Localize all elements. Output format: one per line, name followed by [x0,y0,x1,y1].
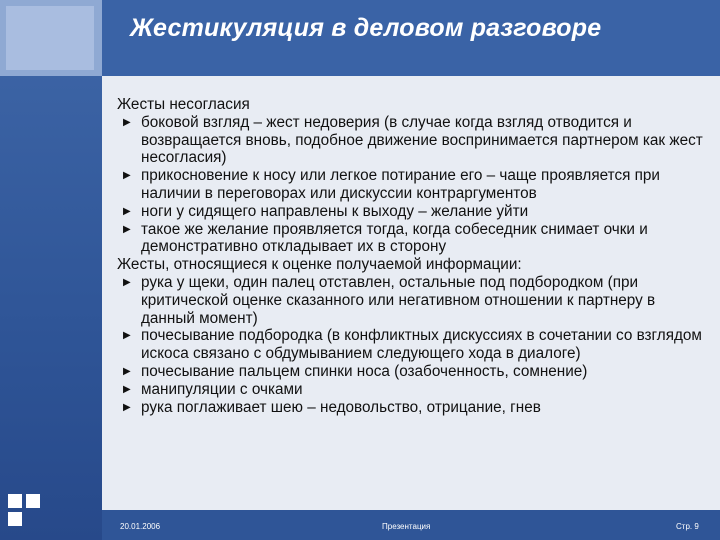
triangle-right-icon: ▶ [123,116,131,128]
triangle-right-icon: ▶ [123,223,131,235]
list-item: ▶ ноги у сидящего направлены к выходу – желание уйти [117,203,707,221]
triangle-right-icon: ▶ [123,383,131,395]
triangle-right-icon: ▶ [123,276,131,288]
sidebar-top-block [0,0,102,76]
list-item: ▶ манипуляции с очками [117,381,707,399]
list-item: ▶ почесывание пальцем спинки носа (озабоченность, сомнение) [117,363,707,381]
section-heading-disagreement: Жесты несогласия [117,96,250,113]
sidebar-panel [0,0,102,540]
list-item: ▶ рука у щеки, один палец отставлен, остальные под подбородком (при критической оценке сказанного или негативном отношении к партнеру в данный момент) [117,274,707,327]
slide-body [117,96,707,416]
list-item: ▶ почесывание подбородка (в конфликтных дискуссиях в сочетании со взглядом искоса связано с обдумыванием следующего хода в диалоге) [117,327,707,363]
section-heading-evaluation: Жесты, относящиеся к оценке получаемой информации: [117,256,522,274]
list-item: ▶ боковой взгляд – жест недоверия (в случае когда взгляд отводится и возвращается вновь, подобное движение воспринимается партнером как жест несогласия) [117,114,707,167]
triangle-right-icon: ▶ [123,401,131,413]
footer-bar [102,510,720,540]
list-item: ▶ прикосновение к носу или легкое потирание его – чаще проявляется при наличии в переговорах или дискуссии контраргументов [117,167,707,203]
footer-page-number: Стр. 9 [676,522,699,531]
triangle-right-icon: ▶ [123,205,131,217]
footer-date: 20.01.2006 [120,522,161,531]
list-item: ▶ такое же желание проявляется тогда, когда собеседник снимает очки и демонстративно откладывает их в сторону [117,221,707,257]
sidebar-top-square [6,6,94,70]
triangle-right-icon: ▶ [123,330,131,342]
squares-logo [8,494,44,534]
triangle-right-icon: ▶ [123,170,131,182]
footer-center-label: Презентация [382,522,431,531]
slide-title: Жестикуляция в деловом разговоре [130,14,602,42]
list-item: ▶ рука поглаживает шею – недовольство, отрицание, гнев [117,399,707,417]
triangle-right-icon: ▶ [123,365,131,377]
